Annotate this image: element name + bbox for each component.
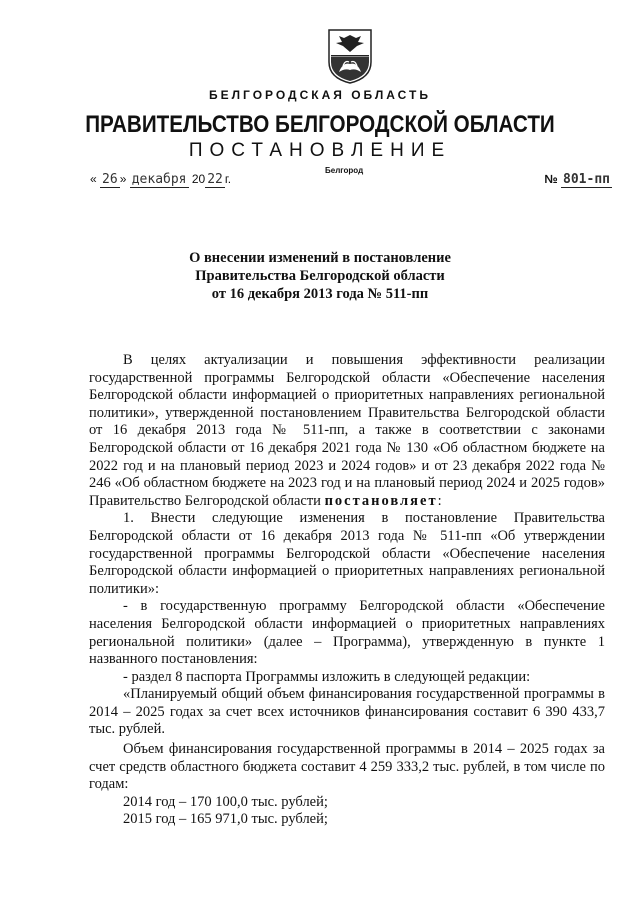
coat-of-arms-emblem bbox=[327, 28, 373, 84]
government-heading: ПРАВИТЕЛЬСТВО БЕЛГОРОДСКОЙ ОБЛАСТИ bbox=[85, 111, 555, 138]
funding-total-paragraph: «Планируемый общий объем финансирования государственной программы в 2014 – 2025 годах за счет всех источников финансирования составит 6 390 433,7 тыс. рублей. bbox=[89, 686, 605, 738]
clause-1-paragraph: 1. Внести следующие изменения в постановление Правительства Белгородской области от 16 декабря 2013 года № 511-пп «Об утверждении государственной программы Белгородской области «Обеспечение населения Белгородской области информацией о приоритетных направлениях региональной политики»: bbox=[89, 510, 605, 597]
funding-regional-paragraph: Объем финансирования государственной программы в 2014 – 2025 годах за счет средств областного бюджета составит 4 259 333,2 тыс. рублей, в том числе по годам: bbox=[89, 741, 605, 793]
date-year-prefix: 20 bbox=[191, 172, 206, 186]
funding-2014-line: 2014 год – 170 100,0 тыс. рублей; bbox=[123, 793, 328, 810]
funding-2015-line: 2015 год – 165 971,0 тыс. рублей; bbox=[123, 811, 328, 828]
document-number bbox=[544, 172, 612, 188]
date-month: декабря bbox=[131, 172, 187, 187]
preamble-end: : bbox=[437, 492, 442, 509]
date-close-quote: » bbox=[119, 172, 127, 186]
document-subject bbox=[0, 249, 640, 303]
subject-line-2: Правительства Белгородской области bbox=[195, 268, 445, 284]
document-date bbox=[90, 172, 231, 188]
preamble-paragraph bbox=[89, 352, 605, 510]
clause-program-paragraph: - в государственную программу Белгородской области «Обеспечение населения Белгородской области информацией о приоритетных направлениях региональной политики» (далее – Программа), утвержденную в пункте 1 названного постановления: bbox=[89, 598, 605, 668]
subject-line-1: О внесении изменений в постановление bbox=[189, 250, 451, 266]
number-value: 801-пп bbox=[563, 172, 610, 187]
number-label: № bbox=[544, 172, 558, 186]
preamble-text: В целях актуализации и повышения эффективности реализации государственной программы Белгородской области «Обеспечение населения Белгородской области информацией о приоритетных направлениях региональной политики», утвержденной постановлением Правительства Белгородской области от 16 декабря 2013 года № 511-пп, а также в соответствии с законами Белгородской области от 16 декабря 2021 года № 130 «Об областном бюджете на 2022 год и на плановый период 2023 и 2024 годов» и от 23 декабря 2022 года № 246 «Об областном бюджете на 2023 год и на плановый период 2024 и 2025 годов» Правительство Белгородской области bbox=[89, 352, 605, 509]
date-year: 22 bbox=[207, 172, 223, 187]
clause-section-paragraph: - раздел 8 паспорта Программы изложить в следующей редакции: bbox=[123, 668, 531, 685]
subject-line-3: от 16 декабря 2013 года № 511-пп bbox=[211, 286, 429, 302]
resolves-word: постановляет bbox=[324, 492, 438, 509]
city-label: Белгород bbox=[325, 166, 364, 175]
date-day: 26 bbox=[102, 172, 118, 187]
document-type-heading: ПОСТАНОВЛЕНИЕ bbox=[188, 140, 452, 161]
document-body bbox=[89, 352, 605, 829]
region-heading: БЕЛГОРОДСКАЯ ОБЛАСТЬ bbox=[209, 88, 431, 102]
date-suffix: г. bbox=[224, 172, 232, 186]
date-open-quote: « bbox=[90, 172, 97, 186]
